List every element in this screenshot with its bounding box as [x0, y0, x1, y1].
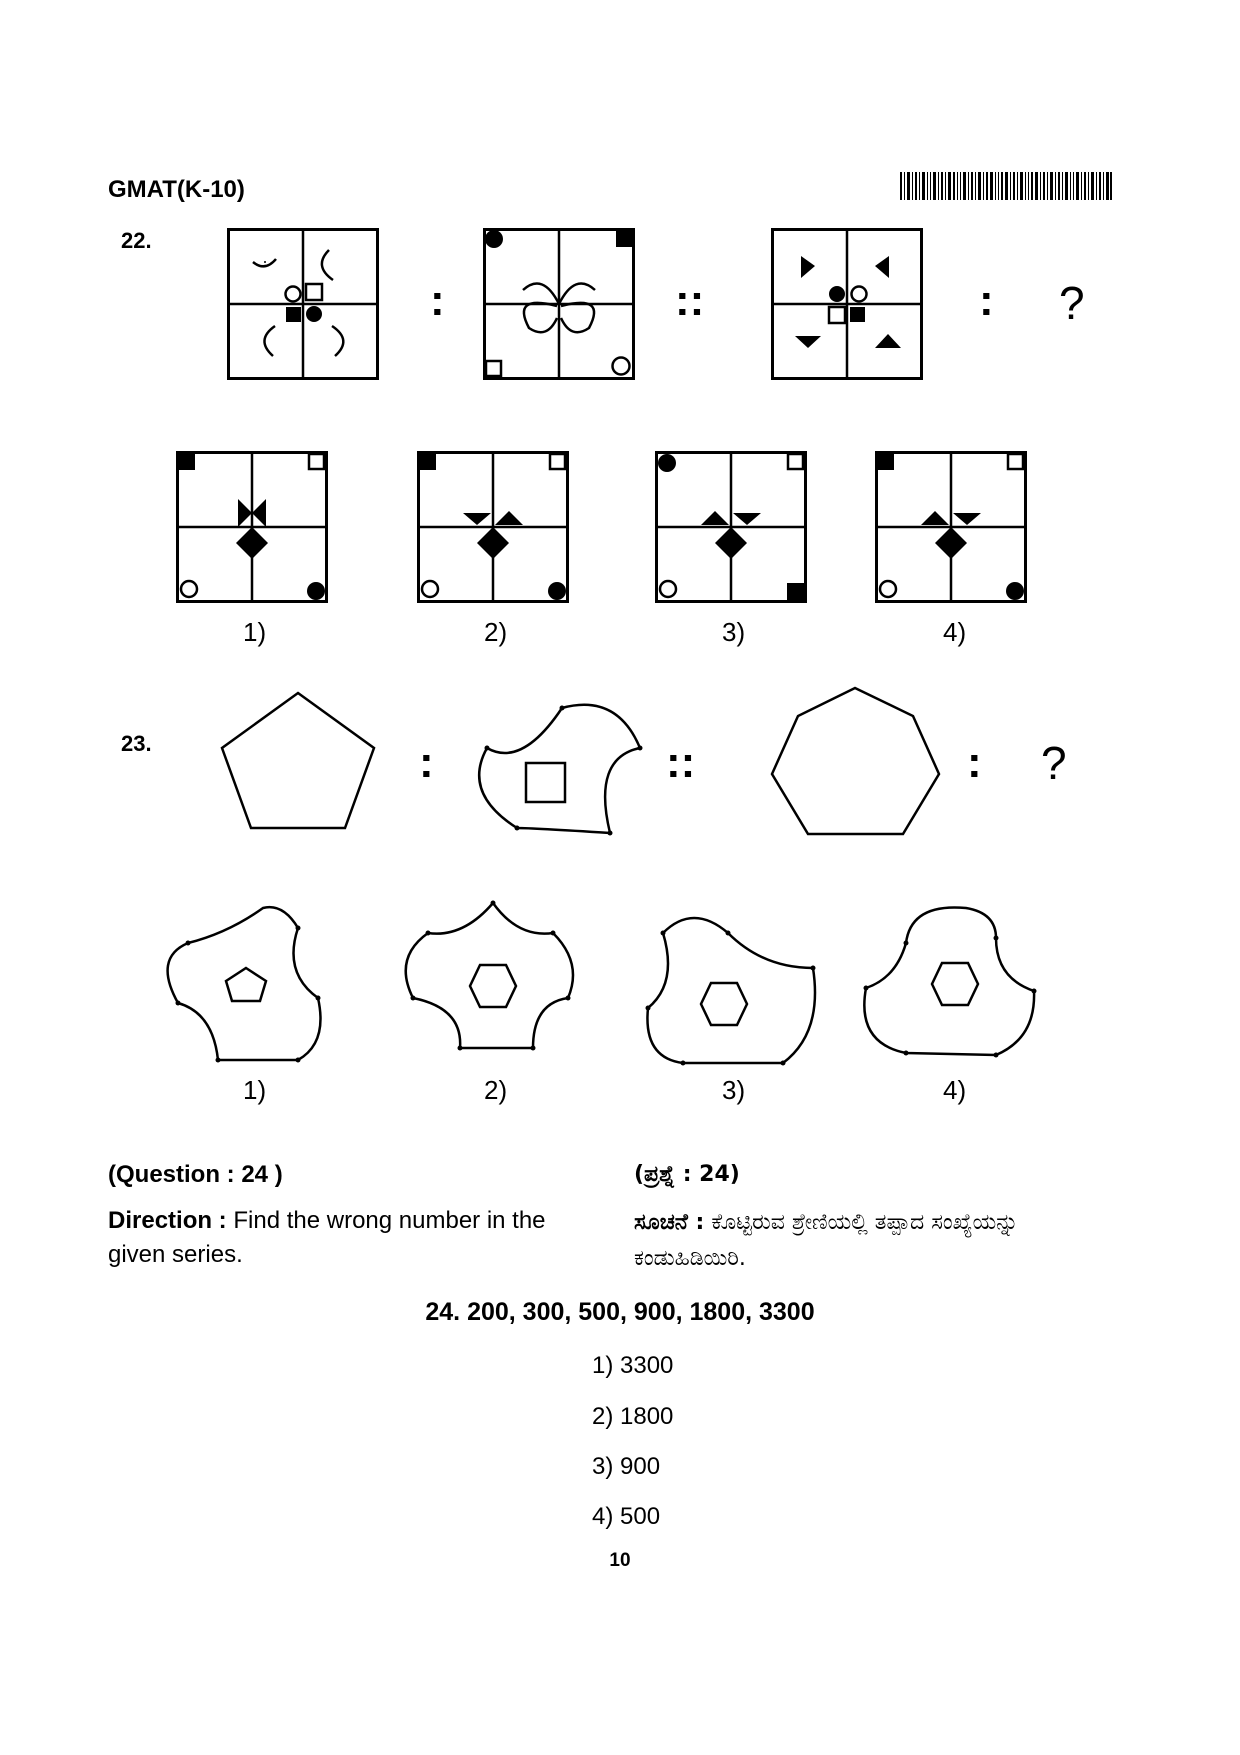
q23-option-1-figure[interactable] — [158, 893, 348, 1068]
answer-number: 2) — [592, 1403, 614, 1430]
q24-series: 24. 200, 300, 500, 900, 1800, 3300 — [425, 1298, 815, 1326]
q24-answer-2[interactable] — [592, 1403, 673, 1431]
exam-code: GMAT(K-10) — [108, 176, 245, 203]
question-mark: ? — [1059, 277, 1085, 329]
q22-option-3-label: 3) — [722, 617, 746, 647]
answer-value: 900 — [620, 1453, 661, 1480]
answer-number: 4) — [592, 1503, 614, 1530]
q23-option-1-label: 1) — [243, 1075, 267, 1105]
answer-value: 3300 — [620, 1352, 674, 1379]
q24-answer-3[interactable] — [592, 1453, 660, 1481]
q22-option-2-figure[interactable] — [417, 451, 569, 603]
q23-option-3-figure[interactable] — [633, 893, 823, 1068]
q22-option-1-figure[interactable] — [176, 451, 328, 603]
proportion-separator: :: — [666, 738, 696, 787]
kn-direction-text: ಕೊಟ್ಟಿರುವ ಶ್ರೇಣಿಯಲ್ಲಿ ತಪ್ಪಾದ ಸಂಖ್ಯೆಯನ್ನು — [704, 1210, 1019, 1235]
answer-value: 1800 — [620, 1403, 674, 1430]
answer-number: 1) — [592, 1352, 614, 1379]
q22-figure-a — [227, 228, 379, 380]
q24-direction-en — [108, 1204, 628, 1272]
q22-option-4-figure[interactable] — [875, 451, 1027, 603]
ratio-separator: : — [419, 738, 434, 787]
q23-option-2-figure[interactable] — [398, 893, 588, 1068]
answer-number: 3) — [592, 1453, 614, 1480]
proportion-separator: :: — [675, 276, 705, 325]
q24-heading-en: (Question : 24 ) — [108, 1161, 283, 1188]
q23-heptagon — [768, 684, 942, 840]
page-number: 10 — [609, 1550, 631, 1571]
q22-figure-b — [483, 228, 635, 380]
question-23-number: 23. — [121, 731, 152, 756]
kn-direction-label: ಸೂಚನೆ : — [634, 1210, 705, 1235]
q24-answer-1[interactable] — [592, 1352, 673, 1380]
kn-direction-text-2: ಕಂಡುಹಿಡಿಯಿರಿ. — [634, 1246, 746, 1271]
q23-option-4-label: 4) — [943, 1075, 967, 1105]
ratio-separator: : — [430, 276, 445, 325]
q23-figure-b — [472, 688, 648, 840]
q22-figure-c — [771, 228, 923, 380]
q23-option-2-label: 2) — [484, 1075, 508, 1105]
q23-pentagon — [218, 690, 378, 840]
q23-option-3-label: 3) — [722, 1075, 746, 1105]
q22-option-3-figure[interactable] — [655, 451, 807, 603]
ratio-separator: : — [979, 276, 994, 325]
q24-heading-kn: (ಪ್ರಶ್ನೆ : 24) — [634, 1162, 740, 1187]
q22-option-2-label: 2) — [484, 617, 508, 647]
q24-answer-4[interactable] — [592, 1503, 660, 1531]
q24-direction-kn — [634, 1205, 1154, 1277]
barcode — [900, 172, 1112, 200]
ratio-separator: : — [967, 738, 982, 787]
answer-value: 500 — [620, 1503, 661, 1530]
direction-text: Find the wrong number in the — [226, 1207, 546, 1234]
q23-option-4-figure[interactable] — [856, 893, 1046, 1068]
question-22-number: 22. — [121, 228, 152, 253]
question-mark: ? — [1041, 737, 1067, 789]
q22-option-1-label: 1) — [243, 617, 267, 647]
direction-text-2: given series. — [108, 1241, 243, 1268]
direction-label: Direction : — [108, 1207, 227, 1234]
q22-option-4-label: 4) — [943, 617, 967, 647]
